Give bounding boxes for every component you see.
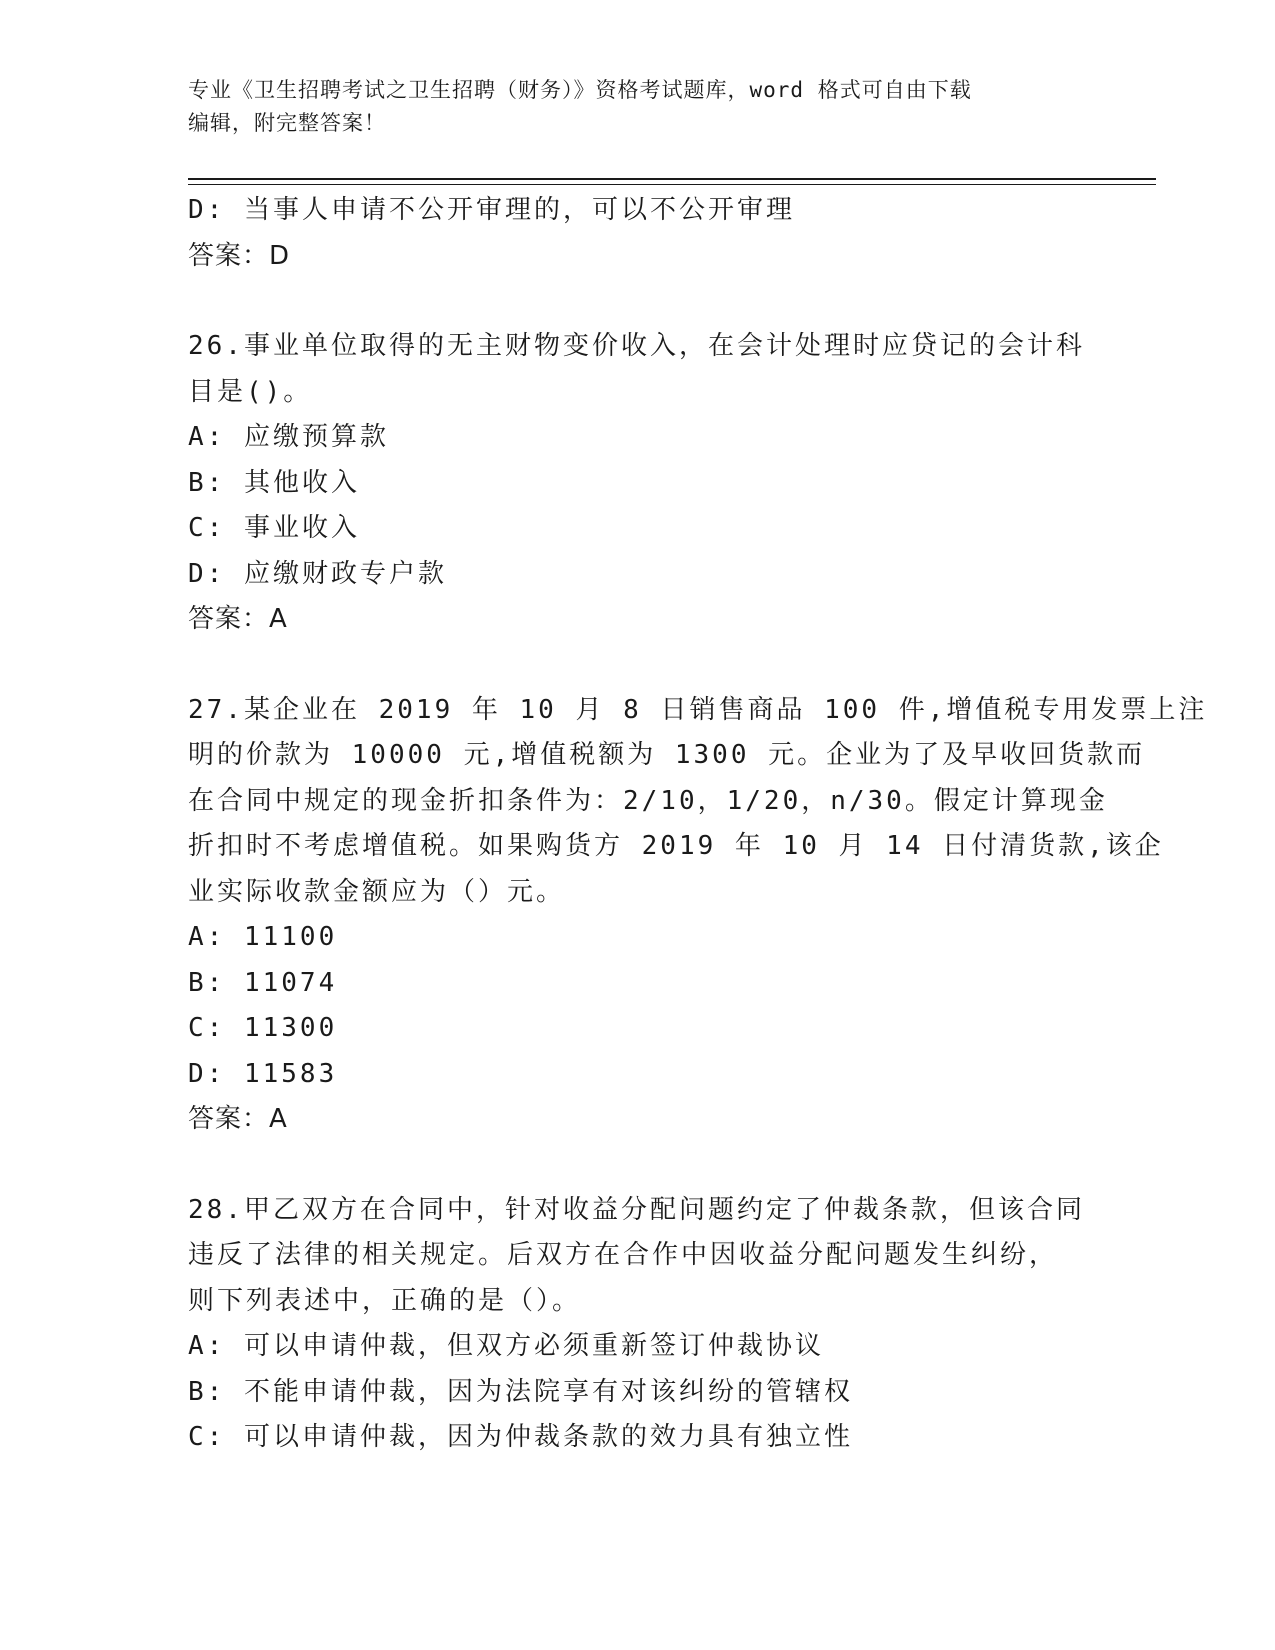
option-b: B: 11074 [188,967,338,998]
option-b: B: 不能申请仲裁，因为法院享有对该纠纷的管辖权 [188,1376,853,1407]
question-stem: 则下列表述中，正确的是（）。 [188,1285,582,1316]
question-stem: 折扣时不考虑增值税。如果购货方 2019 年 10 月 14 日付清货款,该企 [188,831,1164,861]
question-stem: 27.某企业在 2019 年 10 月 8 日销售商品 100 件,增值税专用发票上注 [188,694,1208,725]
option-a: A: 可以申请仲裁，但双方必须重新签订仲裁协议 [188,1331,824,1361]
question-stem: 明的价款为 10000 元,增值税额为 1300 元。企业为了及早收回货款而 [188,740,1146,770]
spacer [188,1143,1088,1188]
question-stem: 在合同中规定的现金折扣条件为：2/10，1/20，n/30。假定计算现金 [188,785,1108,816]
question-stem: 28.甲乙双方在合同中，针对收益分配问题约定了仲裁条款，但该合同 [188,1194,1085,1225]
spacer [188,643,1088,688]
document-header [188,74,1088,140]
option-c: C: 事业收入 [188,513,360,543]
answer: 答案：A [188,604,288,634]
option-d: D: 应缴财政专户款 [188,558,447,589]
spacer [188,279,1088,324]
question-stem: 违反了法律的相关规定。后双方在合作中因收益分配问题发生纠纷， [188,1240,1059,1270]
question-content [188,188,1208,1461]
header-line-2: 编辑，附完整答案！ [188,111,386,135]
answer: 答案：A [188,1104,288,1134]
question-stem: 业实际收款金额应为（）元。 [188,876,566,907]
header-divider-thin [188,184,1156,185]
previous-question-tail [188,188,1088,279]
option-c: C: 可以申请仲裁，因为仲裁条款的效力具有独立性 [188,1422,853,1452]
header-line-1: 专业《卫生招聘考试之卫生招聘（财务）》资格考试题库，word 格式可自由下载 [188,78,972,102]
option-a: A: 应缴预算款 [188,422,389,452]
question-stem: 目是()。 [188,376,313,407]
option-b: B: 其他收入 [188,467,360,498]
option-a: A: 11100 [188,922,338,952]
option-d: D: 当事人申请不公开审理的，可以不公开审理 [188,195,795,225]
question-28 [188,1188,1088,1461]
answer: 答案：D [188,240,291,271]
header-divider-thick [188,178,1156,180]
question-stem: 26.事业单位取得的无主财物变价收入，在会计处理时应贷记的会计科 [188,331,1085,361]
option-c: C: 11300 [188,1013,338,1043]
question-26 [188,324,1088,643]
question-27 [188,688,1208,1143]
option-d: D: 11583 [188,1058,338,1089]
